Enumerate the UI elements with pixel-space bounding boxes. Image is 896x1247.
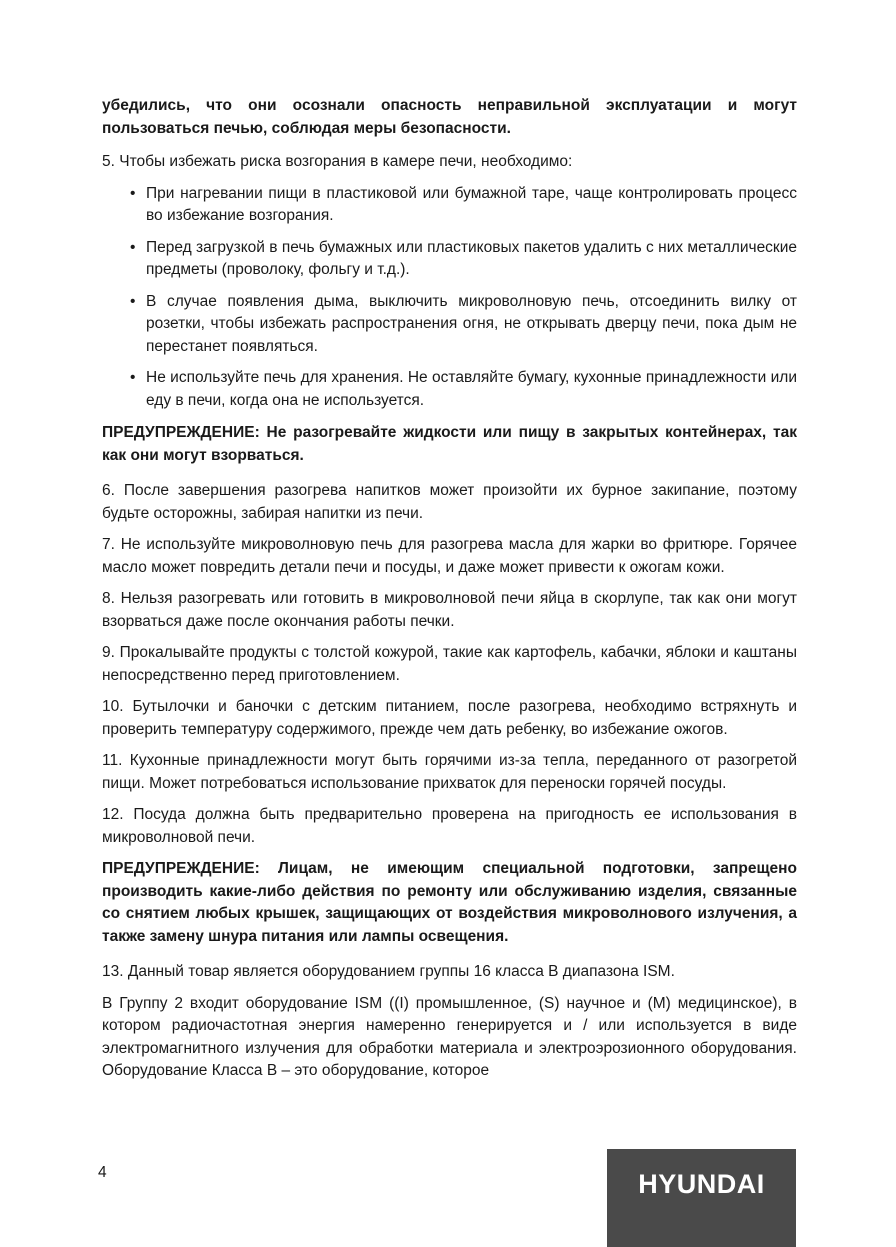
item-13: 13. Данный товар является оборудованием группы 16 класса В диапазона ISM.: [102, 963, 675, 980]
bullet-text: Не используйте печь для хранения. Не оставляйте бумагу, кухонные принадлежности или еду в печи, когда она не используется.: [146, 369, 797, 409]
bullet-item: [102, 291, 797, 359]
intro-paragraph: убедились, что они осознали опасность неправильной эксплуатации и могут пользоваться печью, соблюдая меры безопасности.: [102, 97, 797, 137]
bullet-item: [102, 183, 797, 228]
item-6: 6. После завершения разогрева напитков может произойти их бурное закипание, поэтому будьте осторожны, забирая напитки из печи.: [102, 482, 797, 522]
item-5: 5. Чтобы избежать риска возгорания в камере печи, необходимо:: [102, 153, 573, 170]
bullet-list: [102, 183, 797, 413]
item-8: 8. Нельзя разогревать или готовить в микроволновой печи яйца в скорлупе, так как они могут взорваться даже после окончания работы печки.: [102, 590, 797, 630]
bullet-marker: •: [130, 184, 136, 202]
bullet-text: При нагревании пищи в пластиковой или бумажной таре, чаще контролировать процесс во избежание возгорания.: [146, 184, 797, 224]
item-12: 12. Посуда должна быть предварительно проверена на пригодность ее использования в микроволновой печи.: [102, 806, 797, 846]
brand-logo-text: HYUNDAI: [638, 1169, 765, 1199]
warning-containers: ПРЕДУПРЕЖДЕНИЕ: Не разогревайте жидкости или пищу в закрытых контейнерах, так как они могут взорваться.: [102, 424, 797, 464]
bullet-text: В случае появления дыма, выключить микроволновую печь, отсоединить вилку от розетки, чтобы избежать распространения огня, не открывать дверцу печи, пока дым не перестанет появляться.: [146, 292, 797, 355]
item-10: 10. Бутылочки и баночки с детским питанием, после разогрева, необходимо встряхнуть и проверить температуру содержимого, прежде чем дать ребенку, во избежание ожогов.: [102, 698, 797, 738]
bullet-marker: •: [130, 369, 136, 386]
item-7: 7. Не используйте микроволновую печь для разогрева масла для жарки во фритюре. Горячее масло может повредить детали печи и посуды, и даже может привести к ожогам кожи.: [102, 536, 797, 576]
bullet-marker: •: [130, 292, 136, 310]
item-11: 11. Кухонные принадлежности могут быть горячими из-за тепла, переданного от разогретой пищи. Может потребоваться использование прихваток для переноски горячей посуды.: [102, 752, 797, 792]
bullet-item: [102, 367, 797, 412]
item-9: 9. Прокалывайте продукты с толстой кожурой, такие как картофель, кабачки, яблоки и каштаны непосредственно перед приготовлением.: [102, 644, 797, 684]
bullet-text: Перед загрузкой в печь бумажных или пластиковых пакетов удалить с них металлические предметы (проволоку, фольгу и т.д.).: [146, 238, 797, 278]
bullet-item: [102, 237, 797, 282]
warning-repair: ПРЕДУПРЕЖДЕНИЕ: Лицам, не имеющим специальной подготовки, запрещено производить какие-либо действия по ремонту или обслуживанию изделия, связанные со снятием любых крышек, защищающих от воздействия микроволнового излучения, а также замену шнура питания или лампы освещения.: [102, 860, 797, 945]
brand-logo: [607, 1149, 796, 1247]
group2-paragraph: В Группу 2 входит оборудование ISM ((I) промышленное, (S) научное и (M) медицинское), в котором радиочастотная энергия намеренно генерируется и / или используется в виде электромагнитного излучения для обработки материала и электроэрозионного оборудования. Оборудование Класса В – это оборудование, которое: [102, 994, 797, 1079]
page-number: 4: [98, 1164, 107, 1181]
bullet-marker: •: [130, 238, 136, 256]
page-content: [102, 95, 797, 1092]
